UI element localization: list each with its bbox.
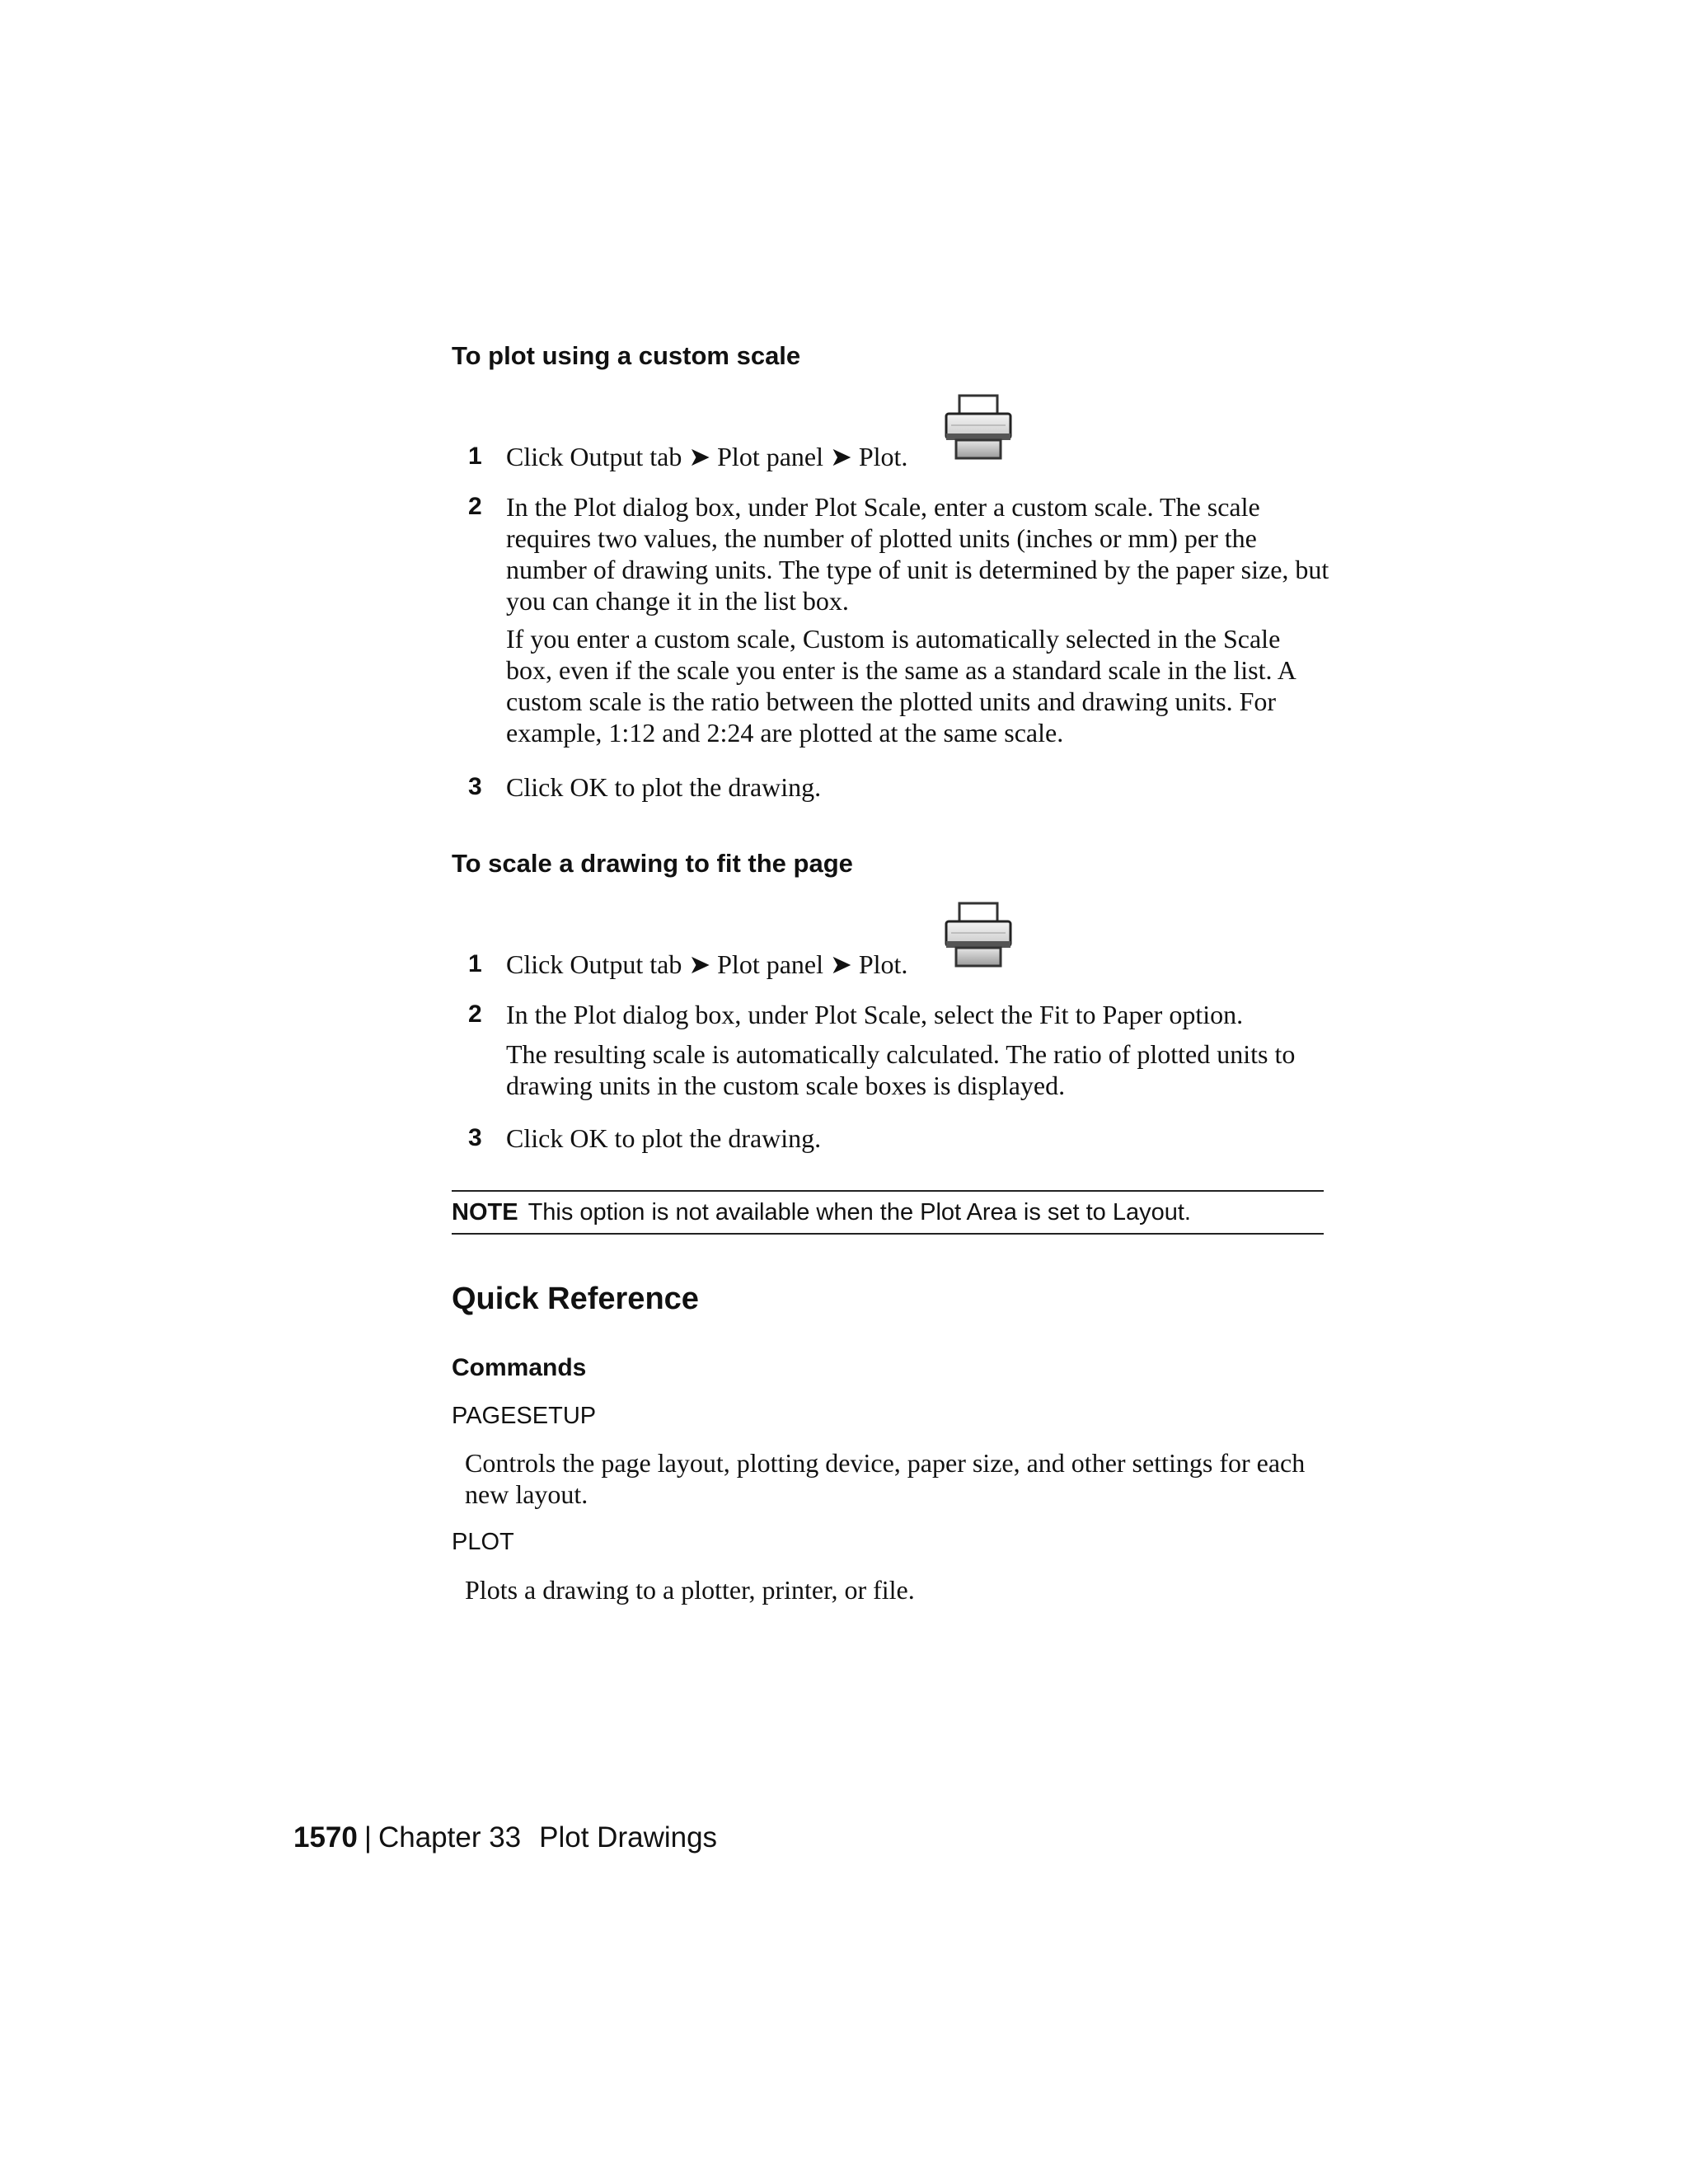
command-description-plot: Plots a drawing to a plotter, printer, or file.	[465, 1575, 915, 1605]
step-note-paragraph: If you enter a custom scale, Custom is automatically selected in the Scale box, even if the scale you enter is the same as a standard scale in the list. A custom scale is the ratio between the plotted units and drawing units. For example, 1:12 and 2:24 are plotted at the same scale.	[506, 624, 1296, 748]
footer-separator: |	[363, 1821, 372, 1854]
page-number: 1570	[293, 1821, 358, 1854]
note-text: This option is not available when the Plot Area is set to Layout.	[528, 1199, 1191, 1226]
step-text: Click Output tab ➤ Plot panel ➤ Plot.	[506, 949, 908, 979]
commands-heading: Commands	[452, 1354, 587, 1381]
step-number: 3	[468, 1124, 482, 1151]
command-description-pagesetup: Controls the page layout, plotting device, paper size, and other settings for each new layout.	[465, 1448, 1306, 1509]
step-number: 2	[468, 493, 482, 520]
printer-icon	[943, 392, 1014, 463]
command-name-plot: PLOT	[452, 1529, 514, 1555]
note-text-line	[452, 1197, 1191, 1228]
step-number: 3	[468, 773, 482, 800]
step-number: 2	[468, 1001, 482, 1028]
procedure-heading-custom-scale: To plot using a custom scale	[452, 341, 801, 370]
step-text: Click OK to plot the drawing.	[506, 772, 822, 802]
step-note-paragraph: The resulting scale is automatically calculated. The ratio of plotted units to drawing units in the custom scale boxes is displayed.	[506, 1039, 1296, 1100]
note-box	[452, 1190, 1324, 1235]
step-text: In the Plot dialog box, under Plot Scale, select the Fit to Paper option.	[506, 1000, 1244, 1029]
printer-icon	[943, 900, 1014, 971]
step-number: 1	[468, 443, 482, 470]
step-number: 1	[468, 950, 482, 977]
quick-reference-title: Quick Reference	[452, 1282, 699, 1316]
page-footer	[293, 1820, 717, 1856]
procedure-heading-fit-page: To scale a drawing to fit the page	[452, 849, 853, 878]
command-name-pagesetup: PAGESETUP	[452, 1403, 597, 1429]
step-text: Click Output tab ➤ Plot panel ➤ Plot.	[506, 442, 908, 471]
note-label: NOTE	[452, 1199, 518, 1226]
step-text: In the Plot dialog box, under Plot Scale, enter a custom scale. The scale requires two values, the number of plotted units (inches or mm) per the number of drawing units. The type of unit is determined by the paper size, but you can change it in the list box.	[506, 492, 1329, 616]
step-text: Click OK to plot the drawing.	[506, 1123, 822, 1153]
chapter-label: Chapter 33	[377, 1821, 522, 1854]
chapter-title: Plot Drawings	[539, 1821, 718, 1854]
